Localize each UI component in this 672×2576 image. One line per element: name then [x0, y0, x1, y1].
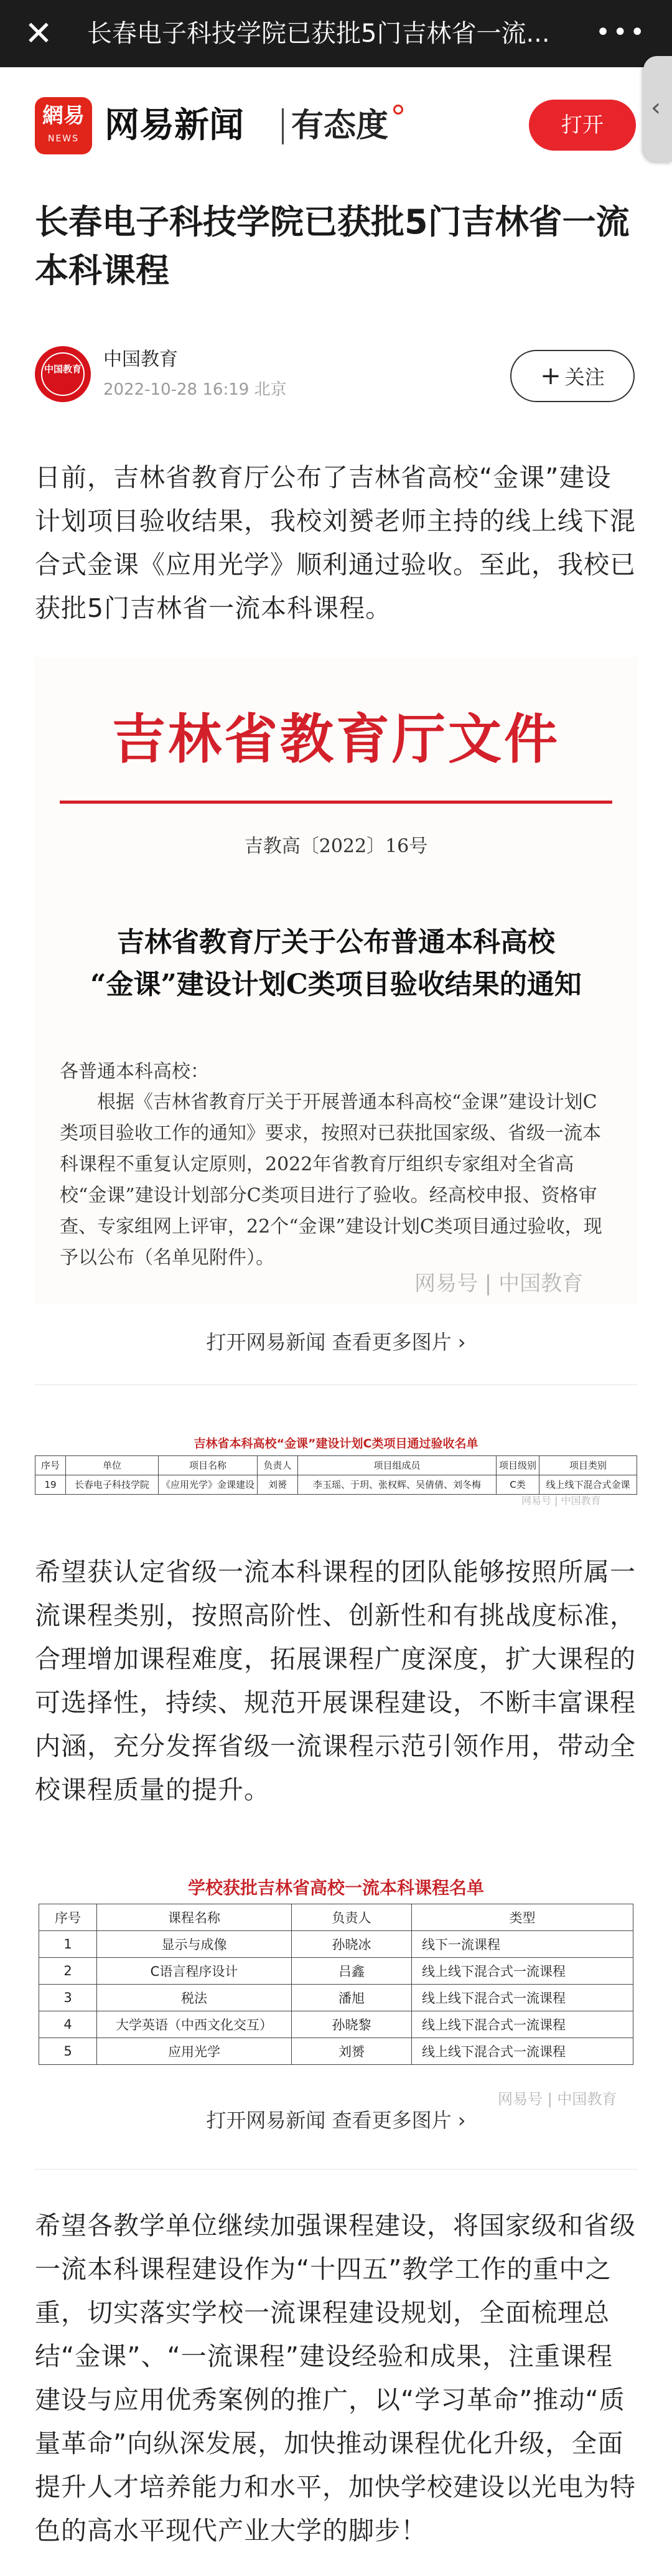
- table-cell: 线上线下混合式一流课程: [412, 1985, 633, 2011]
- document-title: [35, 921, 637, 1006]
- table-cell: 线上线下混合式一流课程: [412, 2011, 633, 2038]
- table-row: [39, 2011, 633, 2038]
- brand-divider: [282, 108, 284, 144]
- document-body: 根据《吉林省教育厅关于开展普通本科高校“金课”建设计划C类项目验收工作的通知》要求，按照对已获批国家级、省级一流本科课程不重复认定原则，2022年省教育厅组织专家组对全省高校“金课”建设计划部分C类项目进行了验收。经高校申报、资格审查、专家组网上评审，22个“金课”建设计划C类项目通过验收，现予以公布（名单见附件）。: [60, 1091, 602, 1269]
- table-cell: 刘赟: [292, 2038, 412, 2065]
- follow-button[interactable]: [510, 350, 635, 402]
- table-header-cell: 序号: [35, 1456, 66, 1475]
- watermark: 网易号 | 中国教育: [498, 2090, 617, 2108]
- article-paragraph: 日前，吉林省教育厅公布了吉林省高校“金课”建设计划项目验收结果，我校刘赟老师主持的线上线下混合式金课《应用光学》顺利通过验收。至此，我校已获批5门吉林省一流本科课程。: [35, 463, 636, 623]
- table-cell: 4: [39, 2011, 97, 2038]
- table-cell: 3: [39, 1985, 97, 2011]
- author-name[interactable]: 中国教育: [103, 349, 178, 370]
- open-app-button[interactable]: 打开: [529, 100, 636, 151]
- table-cell: 线上线下混合式金课: [539, 1475, 637, 1495]
- document-code: 吉教高〔2022〕16号: [244, 835, 428, 857]
- table-row: [39, 1931, 633, 1958]
- table-cell: 吕鑫: [292, 1958, 412, 1985]
- article-paragraph: 希望获认定省级一流本科课程的团队能够按照所属一流课程类别，按照高阶性、创新性和有挑战度标准，合理增加课程难度，拓展课程广度深度，扩大课程的可选择性，持续、规范开展课程建设，不断丰富课程内涵，充分发挥省级一流课程示范引领作用，带动全校课程质量的提升。: [35, 1557, 636, 1805]
- brand-slogan: 有态度: [291, 107, 389, 144]
- watermark: 网易号 | 中国教育: [414, 1271, 584, 1296]
- table-header-cell: 项目组成员: [298, 1456, 497, 1475]
- open-more-images-link[interactable]: 打开网易新闻 查看更多图片 ›: [206, 2108, 466, 2132]
- more-icon[interactable]: •••: [595, 18, 647, 47]
- table-cell: 李玉瑶、于玥、张权辉、吴倩倩、刘冬梅: [298, 1475, 497, 1495]
- table-cell: 税法: [97, 1985, 292, 2011]
- table-header-cell: 负责人: [258, 1456, 298, 1475]
- table-cell: 2: [39, 1958, 97, 1985]
- table-cell: 长春电子科技学院: [66, 1475, 159, 1495]
- table-header-cell: 单位: [66, 1456, 159, 1475]
- table-header-cell: 课程名称: [97, 1904, 292, 1931]
- table-cell: 孙晓冰: [292, 1931, 412, 1958]
- table-cell: C类: [497, 1475, 539, 1495]
- document-title-line: 吉林省教育厅关于公布普通本科高校: [117, 926, 555, 958]
- table-cell: 19: [35, 1475, 66, 1495]
- document-title-line: “金课”建设计划C类项目验收结果的通知: [90, 969, 582, 1000]
- document-red-rule: [60, 801, 612, 804]
- table-cell: 1: [39, 1931, 97, 1958]
- chevron-left-icon: ‹: [651, 93, 661, 122]
- close-icon[interactable]: ✕: [24, 14, 53, 53]
- document-salutation: 各普通本科高校：: [60, 1061, 209, 1083]
- author-avatar[interactable]: [35, 346, 91, 402]
- table-cell: 线上线下混合式一流课程: [412, 1958, 633, 1985]
- avatar-text: 中国教育: [44, 364, 82, 375]
- table-cell: 孙晓黎: [292, 2011, 412, 2038]
- table-header-cell: 项目名称: [159, 1456, 258, 1475]
- table-header-row: [39, 1904, 633, 1931]
- window-title: 长春电子科技学院已获批5门吉林省一流...: [87, 19, 550, 48]
- table-cell: C语言程序设计: [97, 1958, 292, 1985]
- netease-logo: 網易 NEWS: [35, 97, 92, 154]
- open-more-images-link[interactable]: 打开网易新闻 查看更多图片 ›: [206, 1330, 466, 1354]
- app-brand-bar: [0, 67, 672, 179]
- table-cell: 线下一流课程: [412, 1931, 633, 1958]
- table-cell: 5: [39, 2038, 97, 2065]
- article-paragraph: 希望各教学单位继续加强课程建设，将国家级和省级一流本科课程建设作为“十四五”教学工作的重中之重，切实落实学校一流课程建设规划，全面梳理总结“金课”、“一流课程”建设经验和成果，注重课程建设与应用优秀案例的推广，以“学习革命”推动“质量革命”向纵深发展，加快推动课程优化升级，全面提升人才培养能力和水平，加快学校建设以光电为特色的高水平现代产业大学的脚步！: [35, 2211, 636, 2545]
- article-title: 长春电子科技学院已获批5门吉林省一流本科课程: [35, 202, 630, 290]
- table-cell: 应用光学: [97, 2038, 292, 2065]
- document-image[interactable]: [35, 657, 637, 1305]
- table-row: [35, 1475, 637, 1495]
- table-header-row: [35, 1456, 637, 1475]
- follow-label: 关注: [564, 365, 605, 389]
- publish-meta: 2022-10-28 16:19 北京: [103, 380, 287, 399]
- brand-dot-icon: [393, 105, 403, 115]
- document-header: 吉林省教育厅文件: [112, 708, 560, 771]
- table-header-cell: 项目类别: [539, 1456, 637, 1475]
- table-row: [39, 2038, 633, 2065]
- table2-title: 学校获批吉林省高校一流本科课程名单: [187, 1878, 484, 1898]
- table-cell: 线上线下混合式一流课程: [412, 2038, 633, 2065]
- table1: [35, 1455, 637, 1495]
- brand-name: 网易新闻: [105, 105, 244, 146]
- table2-image[interactable]: [39, 1873, 633, 2065]
- table1-title: 吉林省本科高校“金课”建设计划C类项目通过验收名单: [194, 1437, 478, 1450]
- table-header-cell: 负责人: [292, 1904, 412, 1931]
- table-cell: 显示与成像: [97, 1931, 292, 1958]
- plus-icon: +: [540, 362, 561, 390]
- top-nav-bar: [0, 0, 672, 67]
- table-cell: 潘旭: [292, 1985, 412, 2011]
- table-row: [39, 1958, 633, 1985]
- watermark: 网易号 | 中国教育: [521, 1495, 601, 1507]
- table2: [39, 1904, 633, 2065]
- table-row: [39, 1985, 633, 2011]
- table-cell: 刘赟: [258, 1475, 298, 1495]
- table-cell: 《应用光学》金课建设: [159, 1475, 258, 1495]
- divider: [35, 1384, 637, 1385]
- table-header-cell: 序号: [39, 1904, 97, 1931]
- table-header-cell: 类型: [412, 1904, 633, 1931]
- table-cell: 大学英语（中西文化交互）: [97, 2011, 292, 2038]
- table-header-cell: 项目级别: [497, 1456, 539, 1475]
